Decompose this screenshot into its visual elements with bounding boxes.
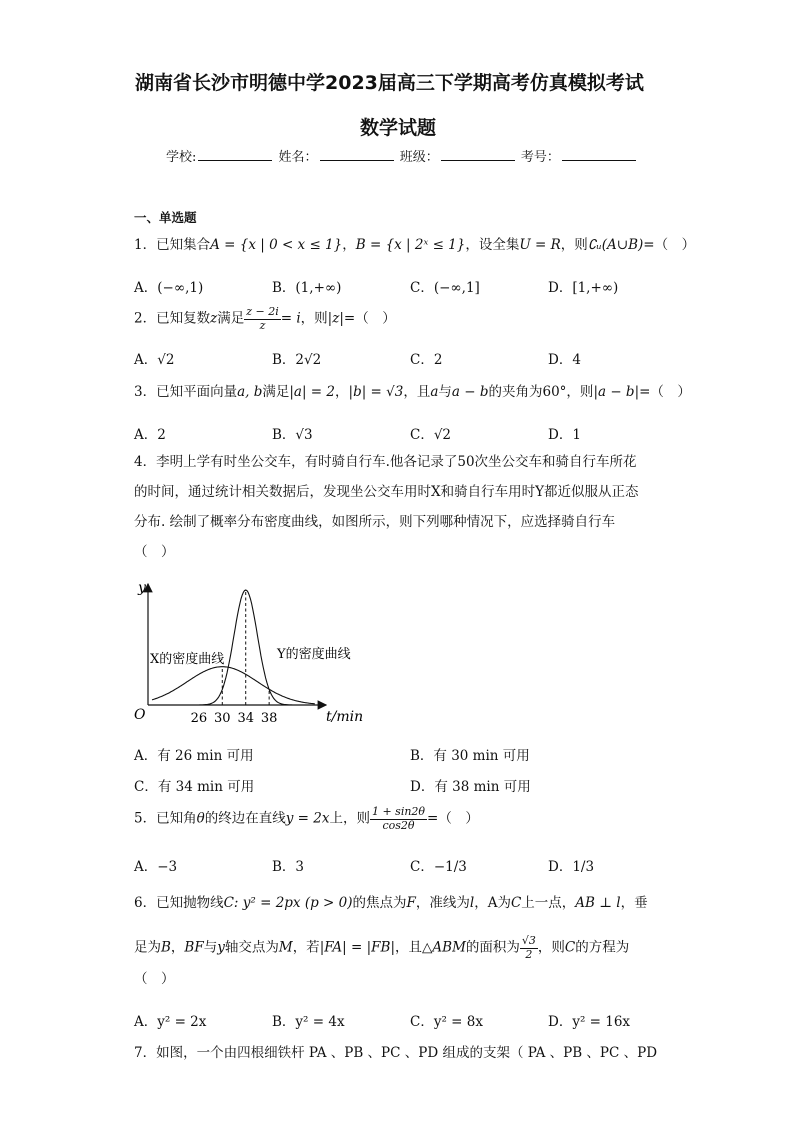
q5-stem [134, 806, 479, 832]
q6-area-den: 2 [525, 947, 533, 961]
q2-option-d[interactable]: D．4 [548, 352, 581, 368]
x-density-curve [152, 667, 315, 704]
q6-y-axis: y [217, 939, 225, 956]
school-blank [198, 148, 272, 161]
q6-line-3: （ ） [134, 971, 175, 987]
class-label: 班级： [399, 150, 439, 165]
q6-text: ，则 [537, 939, 565, 956]
q6-text: 与 [203, 939, 218, 956]
y-axis-label: y [138, 580, 146, 596]
q4-line-3: 分布. 绘制了概率分布密度曲线，如图所示，则下列哪种情况下，应选择骑自行车 [134, 514, 616, 530]
q1-sep: ， [342, 237, 356, 253]
q3-sep: ， [335, 384, 349, 400]
x-tick-26: 26 [190, 711, 208, 726]
q5-frac-num: 1 + sin2θ [371, 805, 426, 818]
q6-line-2 [134, 935, 629, 961]
q6-text: 足为 [134, 939, 161, 956]
q3-option-b[interactable]: B．√3 [272, 427, 313, 443]
q2-text: =（ ） [343, 310, 396, 327]
q3-stem [134, 386, 691, 400]
q5-text: 上，则 [329, 810, 370, 827]
q4-line-2: 的时间，通过统计相关数据后，发现坐公交车用时X和骑自行车用时Y都近似服从正态 [134, 484, 639, 500]
q1-set-a: A = {x | 0 < x ≤ 1} [210, 237, 343, 253]
q6-text: ，A为 [474, 895, 511, 911]
q4-option-b[interactable]: B．有 30 min 可用 [410, 748, 530, 764]
q4-line-1: 4．李明上学有时坐公交车，有时骑自行车.他各记录了50次坐公交车和骑自行车所花 [134, 454, 637, 470]
q3-text: 3．已知平面向量 [134, 384, 238, 400]
q6-perp: AB ⊥ l [575, 895, 621, 911]
q6-text: ，垂 [620, 895, 648, 911]
q2-option-a[interactable]: A．√2 [134, 352, 175, 368]
q6-directrix: l [469, 895, 475, 911]
name-blank [320, 148, 394, 161]
q4-option-d[interactable]: D．有 38 min 可用 [410, 779, 531, 795]
q2-frac-num: z − 2i [246, 305, 279, 318]
q3-text: 与 [438, 384, 452, 400]
exam-no-label: 考号： [520, 150, 560, 165]
q4-option-c[interactable]: C．有 34 min 可用 [134, 779, 255, 795]
q3-option-a[interactable]: A．2 [134, 427, 166, 443]
q1-text: =（ ） [643, 237, 696, 253]
q1-universe: U = R [519, 237, 561, 253]
q6-bf: BF [184, 939, 204, 956]
q6-option-d[interactable]: D．y² = 16x [548, 1014, 631, 1030]
q6-text: 的面积为 [465, 939, 520, 956]
q2-option-c[interactable]: C．2 [410, 352, 443, 368]
x-tick-38: 38 [260, 711, 278, 726]
q5-option-a[interactable]: A．−3 [134, 859, 178, 875]
x-curve-label: X的密度曲线 [150, 652, 225, 667]
q3-target: |a − b| [593, 384, 640, 400]
q2-abs: |z| [327, 310, 344, 327]
q6-area-num: √3 [521, 934, 536, 947]
q5-option-b[interactable]: B．3 [272, 859, 305, 875]
class-blank [441, 148, 515, 161]
q7-line-1: 7．如图，一个由四根细铁杆 PA 、PB 、PC 、PD 组成的支架（ PA 、PB 、PC 、PD [134, 1045, 658, 1061]
q6-option-c[interactable]: C．y² = 8x [410, 1014, 483, 1030]
q2-text: 2．已知复数 [134, 310, 211, 327]
q5-fraction [370, 806, 427, 832]
q3-vec-diff: a − b [451, 384, 489, 400]
q2-stem [134, 306, 396, 332]
q6-text: 的方程为 [575, 939, 630, 956]
q3-text: 满足 [262, 384, 290, 400]
q6-text: ，且 [395, 939, 423, 956]
q6-b-name: B [161, 939, 171, 956]
q1-option-b[interactable]: B．(1,+∞) [272, 280, 342, 296]
q1-expr: ∁ᵤ(A∪B) [587, 237, 644, 253]
q1-set-b: B = {x | 2ˣ ≤ 1} [355, 237, 466, 253]
q1-option-d[interactable]: D．[1,+∞) [548, 280, 619, 296]
q3-cond1: |a| = 2 [289, 384, 336, 400]
q6-text: 6．已知抛物线 [134, 895, 224, 911]
q1-stem [134, 239, 695, 253]
q5-text: 5．已知角 [134, 810, 197, 827]
school-label: 学校: [166, 150, 197, 165]
q6-text: ， [170, 939, 185, 956]
q6-option-a[interactable]: A．y² = 2x [134, 1014, 207, 1030]
q6-focus: F [406, 895, 416, 911]
q5-text: =（ ） [427, 810, 479, 827]
origin-label: O [134, 707, 146, 723]
q1-option-a[interactable]: A．(−∞,1) [134, 280, 204, 296]
q5-text: 的终边在直线 [204, 810, 286, 827]
q6-text: 的焦点为 [352, 895, 407, 911]
x-axis-label: t/min [326, 709, 364, 725]
x-tick-34: 34 [237, 711, 254, 726]
q6-text: 轴交点为 [224, 939, 279, 956]
q6-text: ，准线为 [415, 895, 470, 911]
q1-text: ，设全集 [465, 237, 520, 253]
q6-cond: |FA| = |FB| [319, 939, 396, 956]
q2-frac-den: z [259, 318, 266, 332]
q5-line: y = 2x [285, 810, 330, 827]
q6-text: 上一点， [521, 895, 576, 911]
q2-var: z [210, 310, 218, 327]
x-tick-30: 30 [214, 711, 231, 726]
q3-vecs: a, b [237, 384, 263, 400]
title-line-2: 数学试题 [360, 117, 437, 139]
q6-curve: C: y² = 2px (p > 0) [223, 895, 353, 911]
name-label: 姓名： [278, 150, 318, 165]
q4-line-4: （ ） [134, 544, 175, 560]
q3-option-d[interactable]: D．1 [548, 427, 581, 443]
q6-c-name: C [510, 895, 522, 911]
q3-text: 的夹角为60°，则 [488, 384, 594, 400]
q1-text: ，则 [560, 237, 588, 253]
q3-option-c[interactable]: C．√2 [410, 427, 452, 443]
q2-text: 满足 [217, 310, 245, 327]
q2-option-b[interactable]: B．2√2 [272, 352, 322, 368]
q6-triangle: △ABM [422, 939, 466, 956]
title-line-1: 湖南省长沙市明德中学2023届高三下学期高考仿真模拟考试 [135, 72, 644, 94]
q6-area-fraction [520, 935, 538, 961]
q4-option-a[interactable]: A．有 26 min 可用 [134, 748, 254, 764]
q6-c-name: C [564, 939, 576, 956]
q3-text: ，且 [403, 384, 431, 400]
q2-fraction [244, 306, 281, 332]
exam-no-blank [562, 148, 636, 161]
q3-text: =（ ） [639, 384, 691, 400]
y-curve-label: Y的密度曲线 [277, 647, 351, 662]
q5-option-c[interactable]: C．−1/3 [410, 859, 467, 875]
q2-text: ，则 [300, 310, 328, 327]
q5-option-d[interactable]: D．1/3 [548, 859, 595, 875]
student-info-row [166, 146, 638, 165]
q6-line-1 [134, 897, 648, 911]
q2-eq: = i [280, 310, 301, 327]
q3-cond2: |b| = √3 [348, 384, 404, 400]
q1-option-c[interactable]: C．(−∞,1] [410, 280, 480, 296]
q6-text: ，若 [292, 939, 320, 956]
q5-theta: θ [196, 810, 205, 827]
q6-option-b[interactable]: B．y² = 4x [272, 1014, 345, 1030]
q5-frac-den: cos2θ [382, 818, 415, 832]
q6-m-name: M [278, 939, 293, 956]
q4-density-chart [130, 574, 390, 726]
q1-text: 1．已知集合 [134, 237, 211, 253]
q3-vec-a: a [430, 384, 439, 400]
section-title: 一、单选题 [134, 210, 197, 225]
